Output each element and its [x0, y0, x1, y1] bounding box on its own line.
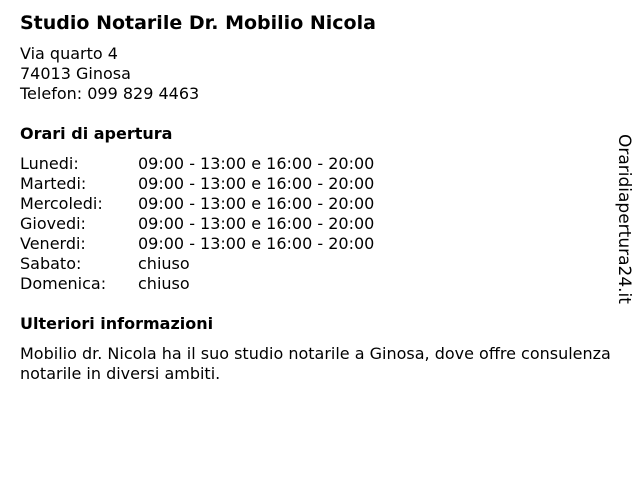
day-hours: 09:00 - 13:00 e 16:00 - 20:00 — [138, 234, 375, 253]
day-label: Sabato: — [20, 254, 82, 273]
day-label: Mercoledi: — [20, 194, 103, 213]
day-hours: 09:00 - 13:00 e 16:00 - 20:00 — [138, 214, 375, 233]
day-label: Giovedi: — [20, 214, 86, 233]
day-label: Lunedi: — [20, 154, 79, 173]
brand-site-name: Oraridiapertura24.it — [614, 134, 634, 304]
more-info-text: Mobilio dr. Nicola ha il suo studio notarile a Ginosa, dove offre consulenza notarile in diversi ambiti. — [20, 344, 611, 383]
address-block — [20, 44, 199, 104]
opening-hours-heading: Orari di apertura — [20, 124, 173, 143]
day-hours: 09:00 - 13:00 e 16:00 - 20:00 — [138, 154, 375, 173]
day-label: Venerdi: — [20, 234, 86, 253]
day-hours: chiuso — [138, 254, 190, 273]
day-hours: chiuso — [138, 274, 190, 293]
phone-number: Telefon: 099 829 4463 — [20, 84, 200, 103]
brand-watermark — [614, 134, 634, 309]
more-info-heading: Ulteriori informazioni — [20, 314, 214, 333]
day-label: Martedi: — [20, 174, 87, 193]
day-hours: 09:00 - 13:00 e 16:00 - 20:00 — [138, 174, 375, 193]
day-label: Domenica: — [20, 274, 107, 293]
address-street: Via quarto 4 — [20, 44, 118, 63]
address-city: 74013 Ginosa — [20, 64, 131, 83]
day-hours: 09:00 - 13:00 e 16:00 - 20:00 — [138, 194, 375, 213]
business-name: Studio Notarile Dr. Mobilio Nicola — [20, 12, 376, 34]
